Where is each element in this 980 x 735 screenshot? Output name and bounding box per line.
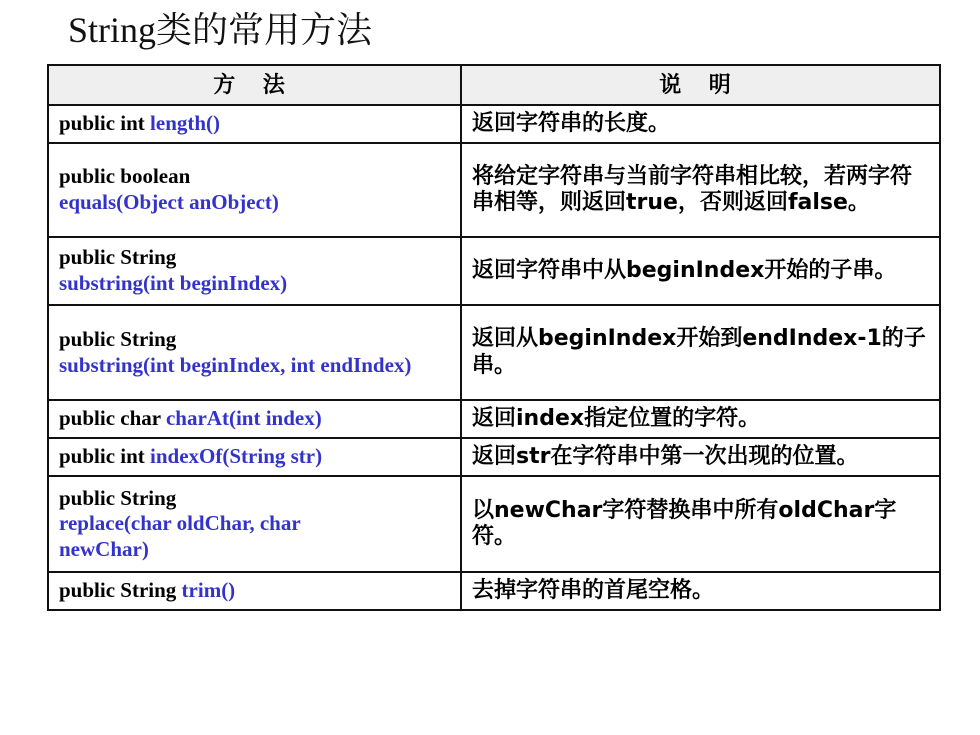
table-header-row	[48, 65, 940, 105]
method-keyword: public String	[59, 485, 177, 510]
method-cell	[48, 400, 461, 438]
description-cell: 将给定字符串与当前字符串相比较，若两字符串相等，则返回true，否则返回false。	[461, 143, 940, 237]
table-row	[48, 143, 940, 237]
table-row	[48, 438, 940, 476]
description-cell: 以newChar字符替换串中所有oldChar字符。	[461, 476, 940, 572]
description-cell: 返回str在字符串中第一次出现的位置。	[461, 438, 940, 476]
method-signature: replace(char oldChar, char newChar)	[59, 511, 301, 561]
description-cell: 返回字符串中从beginIndex开始的子串。	[461, 237, 940, 305]
method-signature: indexOf(String str)	[150, 444, 323, 469]
table-row	[48, 105, 940, 143]
table-row	[48, 237, 940, 305]
method-cell	[48, 105, 461, 143]
method-cell	[48, 143, 461, 237]
header-method: 方 法	[48, 65, 461, 105]
method-keyword: public int	[59, 444, 145, 469]
method-signature: length()	[150, 111, 221, 136]
method-signature: equals(Object anObject)	[59, 190, 279, 214]
methods-table	[47, 64, 941, 611]
method-keyword: public String	[59, 326, 177, 351]
method-keyword: public String	[59, 245, 177, 270]
page-title: String类的常用方法	[68, 10, 373, 50]
method-signature: trim()	[181, 578, 236, 603]
method-cell	[48, 572, 461, 610]
method-signature: substring(int beginIndex)	[59, 271, 288, 295]
method-keyword: public String	[59, 578, 177, 603]
method-keyword: public boolean	[59, 164, 191, 189]
method-signature: substring(int beginIndex, int endIndex)	[59, 352, 412, 377]
description-cell: 返回字符串的长度。	[461, 105, 940, 143]
header-description: 说 明	[461, 65, 940, 105]
method-cell	[48, 237, 461, 305]
method-cell	[48, 476, 461, 572]
table-row	[48, 305, 940, 400]
method-signature: charAt(int index)	[165, 406, 322, 431]
method-keyword: public int	[59, 111, 145, 136]
method-cell	[48, 438, 461, 476]
description-cell: 返回从beginIndex开始到endIndex-1的子串。	[461, 305, 940, 400]
description-cell: 去掉字符串的首尾空格。	[461, 572, 940, 610]
table-row	[48, 400, 940, 438]
description-cell: 返回index指定位置的字符。	[461, 400, 940, 438]
method-keyword: public char	[59, 406, 161, 431]
table-row	[48, 476, 940, 572]
method-cell	[48, 305, 461, 400]
table-row	[48, 572, 940, 610]
